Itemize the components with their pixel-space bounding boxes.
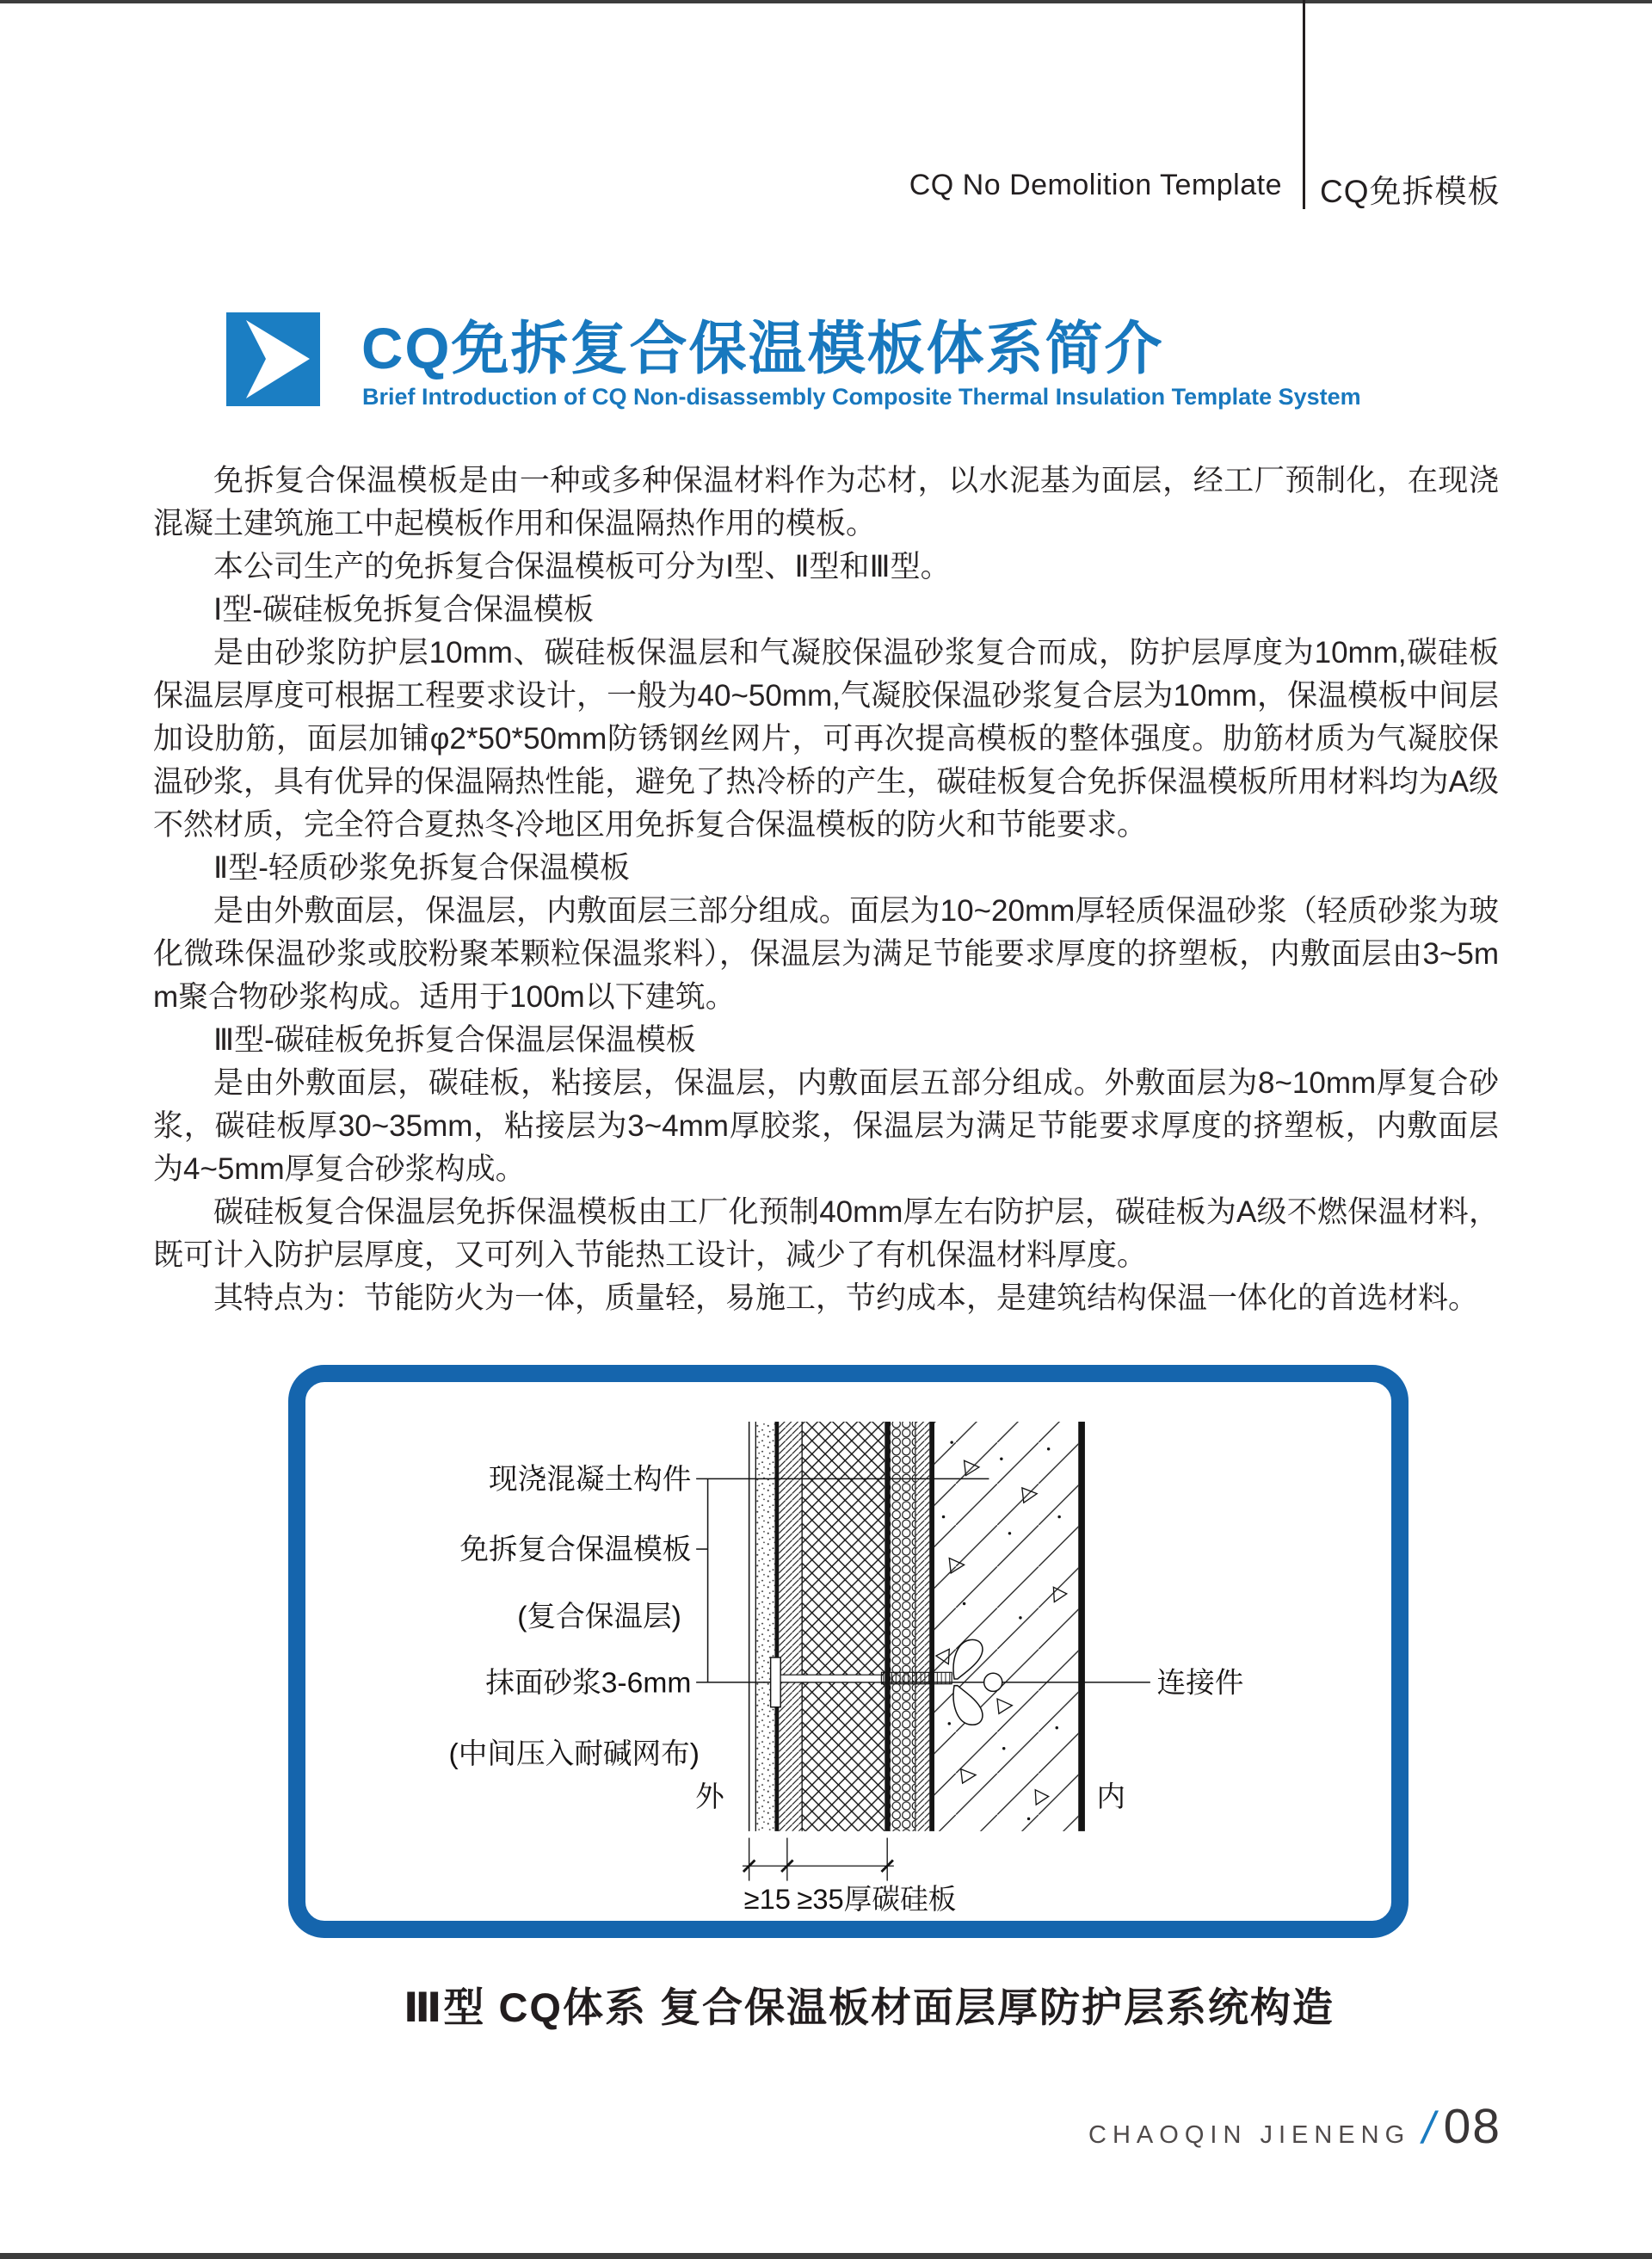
brand-name: CHAOQIN JIENENG: [1088, 2121, 1411, 2149]
header-divider: [1303, 0, 1305, 209]
bonding-layer: [779, 1422, 802, 1831]
dimension-35: ≥35厚碳硅板: [797, 1883, 957, 1914]
paragraph: 是由外敷面层，保温层，内敷面层三部分组成。面层为10~20mm厚轻质保温砂浆（轻质砂浆为玻化微珠保温砂浆或胶粉聚苯颗粒保温浆料），保温层为满足节能要求厚度的挤塑板，内敷面层由3~5mm聚合物砂浆构成。适用于100m以下建筑。: [153, 894, 1499, 1014]
paragraph: 是由砂浆防护层10mm、碳硅板保温层和气凝胶保温砂浆复合而成，防护层厚度为10mm,碳硅板保温层厚度可根据工程要求设计，一般为40~50mm,气凝胶保温砂浆复合层为10mm，保温模板中间层加设肋筋，面层加铺φ2*50*50mm防锈钢丝网片，可再次提高模板的整体强度。肋筋材质为气凝胶保温砂浆，具有优异的保温隔热性能，避免了热冷桥的产生，碳硅板复合免拆保温模板所用材料均为A级不然材质，完全符合夏热冬冷地区用免拆复合保温模板的防火和节能要求。: [153, 636, 1499, 842]
label-outside: 外: [695, 1781, 724, 1814]
paragraph-heading-type3: Ⅲ型-碳硅板免拆复合保温层保温模板: [213, 1023, 696, 1057]
label-composite-layer: (复合保温层): [517, 1601, 681, 1633]
construction-detail-diagram: [288, 1365, 1409, 1938]
paragraph: 其特点为：节能防火为一体，质量轻，易施工，节约成本，是建筑结构保温一体化的首选材料。: [213, 1281, 1479, 1315]
diagram-caption: Ⅲ型 CQ体系 复合保温板材面层厚防护层系统构造: [403, 1984, 1335, 2030]
cast-concrete-region: [934, 1422, 1078, 1831]
carbon-silicon-board-layer: [802, 1422, 885, 1831]
footer-slash: /: [1422, 2103, 1435, 2153]
paragraph: 碳硅板复合保温层免拆保温模板由工厂化预制40mm厚左右防护层，碳硅板为A级不燃保温材料，既可计入防护层厚度，又可列入节能热工设计，减少了有机保温材料厚度。: [153, 1195, 1499, 1272]
diagram-labels-left: [449, 1463, 700, 1770]
label-connector: 连接件: [1156, 1667, 1244, 1700]
wall-section: [749, 1422, 1085, 1831]
header-title-en: CQ No Demolition Template: [909, 169, 1282, 201]
insulation-foam-layer: [890, 1422, 915, 1831]
page-footer: [1088, 2098, 1501, 2155]
label-template: 免拆复合保温模板: [459, 1534, 692, 1566]
render-mortar-layer: [755, 1422, 774, 1831]
arrow-icon: [226, 312, 320, 406]
paragraph: 免拆复合保温模板是由一种或多种保温材料作为芯材，以水泥基为面层，经工厂预制化，在现浇混凝土建筑施工中起模板作用和保温隔热作用的模板。: [153, 464, 1499, 540]
page-subtitle: Brief Introduction of CQ Non-disassembly Composite Thermal Insulation Template System: [362, 384, 1361, 410]
top-rule: [0, 0, 1652, 3]
dimension-15: ≥15: [743, 1883, 791, 1914]
body-text: [153, 460, 1499, 1320]
paragraph: 本公司生产的免拆复合保温模板可分为Ⅰ型、Ⅱ型和Ⅲ型。: [213, 550, 951, 583]
paragraph-heading-type1: Ⅰ型-碳硅板免拆复合保温模板: [213, 593, 594, 626]
label-inside: 内: [1096, 1781, 1126, 1814]
header-title-zh: CQ免拆模板: [1320, 174, 1501, 209]
paragraph: 是由外敷面层，碳硅板，粘接层，保温层，内敷面层五部分组成。外敷面层为8~10mm厚复合砂浆，碳硅板厚30~35mm，粘接层为3~4mm厚胶浆，保温层为满足节能要求厚度的挤塑板，内敷面层为4~5mm厚复合砂浆构成。: [153, 1066, 1499, 1186]
page-title: CQ免拆复合保温模板体系简介: [361, 317, 1164, 381]
label-surface-mortar: 抹面砂浆3-6mm: [485, 1667, 692, 1700]
dimension-lines: [743, 1838, 894, 1881]
bottom-rule: [0, 2253, 1652, 2259]
paragraph-heading-type2: Ⅱ型-轻质砂浆免拆复合保温模板: [213, 851, 630, 885]
label-alkali-mesh: (中间压入耐碱网布): [448, 1738, 700, 1771]
label-cast-concrete: 现浇混凝土构件: [488, 1463, 692, 1496]
page-number: 08: [1443, 2099, 1501, 2154]
